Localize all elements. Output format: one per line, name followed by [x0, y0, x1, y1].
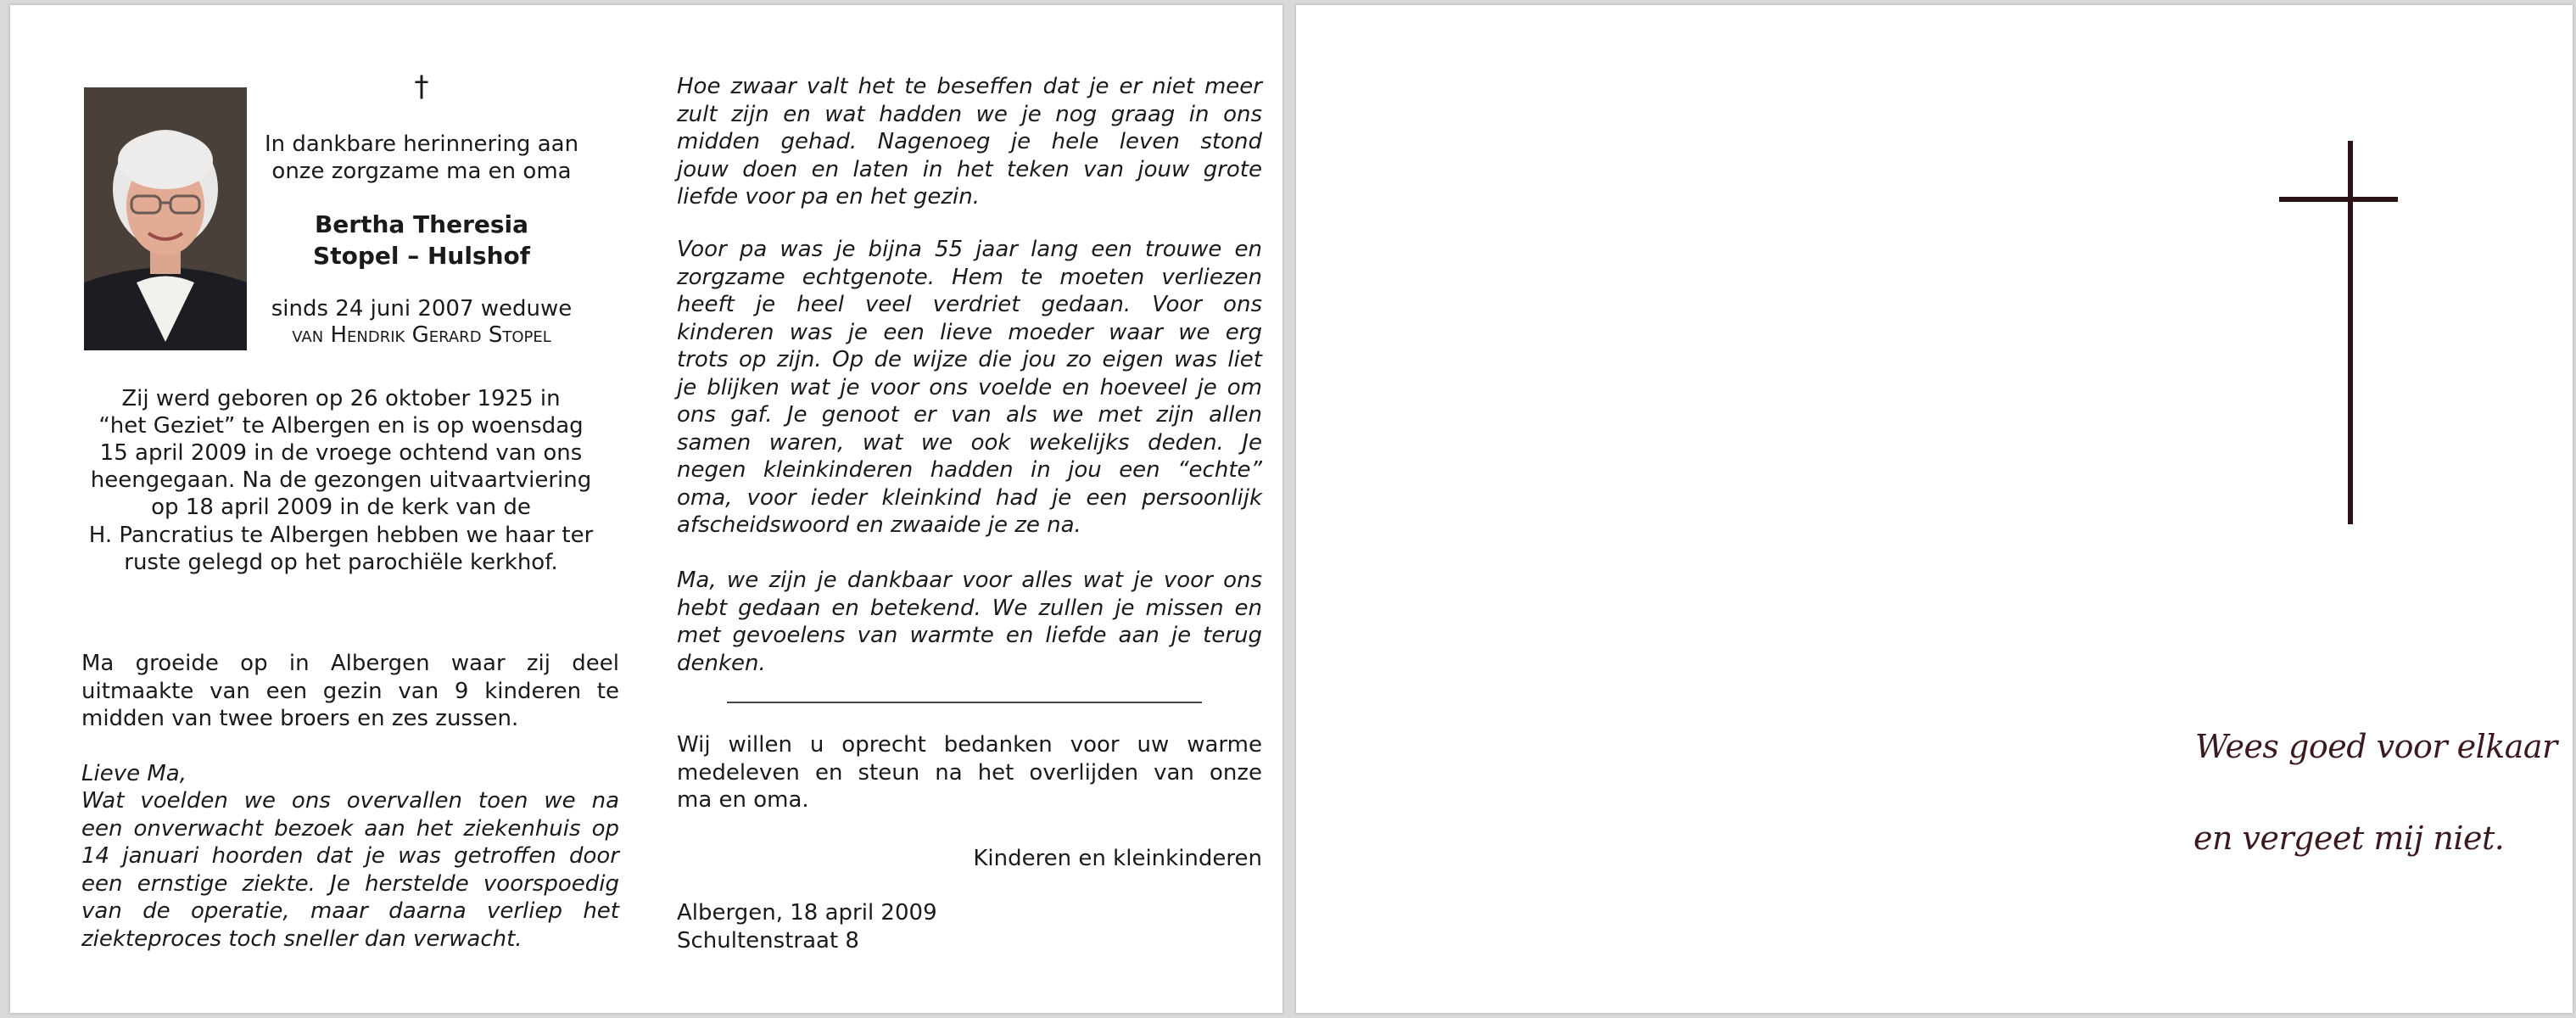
memorial-card-text-side — [10, 5, 1282, 1013]
portrait-photo — [84, 87, 247, 350]
address: Schultenstraat 8 — [677, 928, 859, 954]
paragraph-line: negen kleinkinderen hadden in jou een “echte” — [677, 457, 1262, 483]
paragraph-line: hebt gedaan en betekend. We zullen je missen en — [677, 595, 1262, 621]
paragraph-line: je blijken wat je voor ons voelde en hoeveel je om — [677, 374, 1262, 400]
letter-line: 14 januari hoorden dat je was getroffen door — [81, 843, 619, 869]
biography-line: heengegaan. Na de gezongen uitvaartviering — [90, 467, 592, 493]
salutation: Lieve Ma, — [81, 761, 187, 786]
paragraph-line: heeft je heel veel verdriet gedaan. Voor ons — [677, 292, 1262, 317]
paragraph-line: Voor pa was je bijna 55 jaar lang een trouwe en — [677, 237, 1262, 262]
divider-line — [727, 702, 1202, 703]
letter-line: een ernstige ziekte. Je herstelde voorspoedig — [81, 870, 619, 897]
deceased-name-line-1: Bertha Theresia — [314, 210, 529, 238]
paragraph-3 — [677, 567, 1262, 677]
paragraph-line: trots op zijn. Op de wijze die jou zo eigen was liet — [677, 347, 1262, 372]
paragraph-line: ons gaf. Je genoot er van als we met zijn allen — [677, 402, 1262, 428]
paragraph-line: met gevoelens van warmte en liefde aan je terug — [677, 623, 1262, 648]
thanks-line: Wij willen u oprecht bedanken voor uw warme — [677, 732, 1262, 758]
deceased-name-line-2: Stopel – Hulshof — [313, 242, 530, 270]
paragraph-line: midden gehad. Nagenoeg je hele leven stond — [677, 129, 1262, 154]
letter-paragraph — [81, 787, 619, 953]
cross-horizontal-bar — [2279, 197, 2398, 202]
youth-line: uitmaakte van een gezin van 9 kinderen te — [81, 678, 619, 704]
widow-line-1: sinds 24 juni 2007 weduwe — [271, 296, 573, 322]
biography-line: 15 april 2009 in de vroege ochtend van ons — [99, 440, 583, 466]
thanks-line: ma en oma. — [677, 787, 809, 813]
letter-line: een onverwacht bezoek aan het ziekenhuis op — [81, 815, 619, 842]
letter-line: ziekteproces toch sneller dan verwacht. — [81, 926, 522, 952]
paragraph-2 — [677, 236, 1262, 540]
letter-line: Wat voelden we ons overvallen toen we na — [81, 788, 619, 814]
paragraph-line: afscheidswoord en zwaaide je ze na. — [677, 512, 1081, 538]
paragraph-line: denken. — [677, 650, 766, 676]
biography-line: Zij werd geboren op 26 oktober 1925 in — [121, 386, 561, 411]
widow-line-2: van Hendrik Gerard Stopel — [292, 322, 551, 348]
biography-line: op 18 april 2009 in de kerk van de — [151, 495, 531, 520]
paragraph-line: zorgzame echtgenote. Hem te moeten verliezen — [677, 264, 1262, 290]
intro-line-2: onze zorgzame ma en oma — [271, 159, 572, 184]
letter-line: van de operatie, maar daarna verliep het — [81, 898, 619, 924]
paragraph-line: jouw doen en laten in het teken van jouw grote — [677, 156, 1262, 182]
biography-line: H. Pancratius te Albergen hebben we haar ter — [88, 523, 594, 548]
paragraph-line: liefde voor pa en het gezin. — [677, 184, 981, 210]
youth-line: midden van twee broers en zes zussen. — [81, 706, 519, 731]
thanks-paragraph — [677, 731, 1262, 814]
memorial-card-cross-side — [1296, 5, 2573, 1013]
paragraph-line: samen waren, wat we ook wekelijks deden. Je — [677, 429, 1262, 456]
youth-line: Ma groeide op in Albergen waar zij deel — [81, 651, 619, 676]
paragraph-1 — [677, 73, 1262, 211]
place-date: Albergen, 18 april 2009 — [677, 900, 937, 926]
signature: Kinderen en kleinkinderen — [973, 846, 1262, 871]
quote-line-1: Wees goed voor elkaar — [2195, 728, 2557, 765]
paragraph-line: Hoe zwaar valt het te beseffen dat je er niet meer — [677, 74, 1262, 99]
thanks-line: medeleven en steun na het overlijden van onze — [677, 759, 1262, 786]
biography-line: ruste gelegd op het parochiële kerkhof. — [124, 550, 558, 575]
paragraph-line: oma, voor ieder kleinkind had je een persoonlijk — [677, 484, 1262, 511]
portrait-illustration — [84, 87, 247, 350]
cross-symbol: † — [414, 70, 429, 103]
quote-line-2: en vergeet mij niet. — [2193, 819, 2505, 857]
youth-paragraph — [81, 650, 619, 733]
paragraph-line: kinderen was je een lieve moeder waar we erg — [677, 319, 1262, 345]
biography-line: “het Geziet” te Albergen en is op woensdag — [98, 413, 584, 439]
intro-line-1: In dankbare herinnering aan — [265, 131, 579, 157]
paragraph-line: Ma, we zijn je dankbaar voor alles wat je voor ons — [677, 568, 1262, 593]
paragraph-line: zult zijn en wat hadden we je nog graag in ons — [677, 101, 1262, 127]
